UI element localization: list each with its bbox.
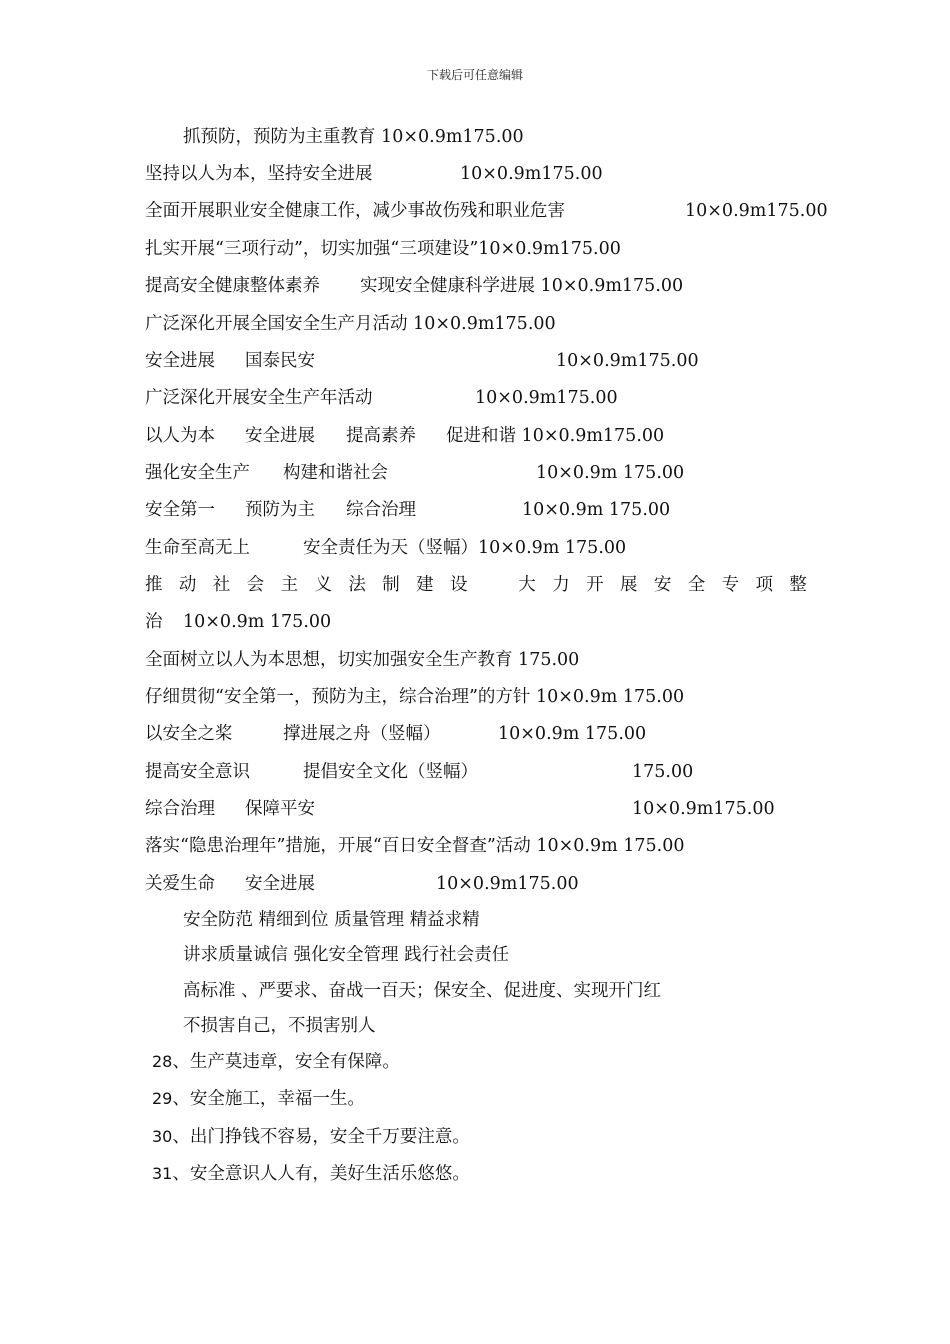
item-number: 30 <box>152 1127 173 1146</box>
item-text: 、安全意识人人有，美好生活乐悠悠。 <box>172 1164 470 1184</box>
item-text: 、生产莫违章，安全有保障。 <box>172 1052 400 1072</box>
indented-line: 高标准 、严要求、奋战一百天；保安全、促进度、实现开门红 <box>183 981 662 1001</box>
item-number: 28 <box>152 1052 173 1071</box>
item-text: 、出门挣钱不容易，安全千万要注意。 <box>172 1127 470 1147</box>
indented-line: 不损害自己，不损害别人 <box>183 1016 376 1036</box>
page-header: 下载后可任意编辑 <box>426 68 523 82</box>
indented-line: 安全防范 精细到位 质量管理 精益求精 <box>183 910 480 930</box>
numbered-item <box>152 1163 470 1185</box>
item-number: 29 <box>152 1089 173 1108</box>
text-line-justified: 推 动 社 会 主 义 法 制 建 设 大 力 开 展 安 全 专 项 整 <box>145 575 807 595</box>
numbered-item <box>152 1126 470 1148</box>
item-text: 、安全施工，幸福一生。 <box>172 1089 365 1109</box>
indented-line: 讲求质量诚信 强化安全管理 践行社会责任 <box>183 945 510 965</box>
numbered-item <box>152 1088 365 1110</box>
item-number: 31 <box>152 1164 173 1183</box>
numbered-item <box>152 1051 400 1073</box>
